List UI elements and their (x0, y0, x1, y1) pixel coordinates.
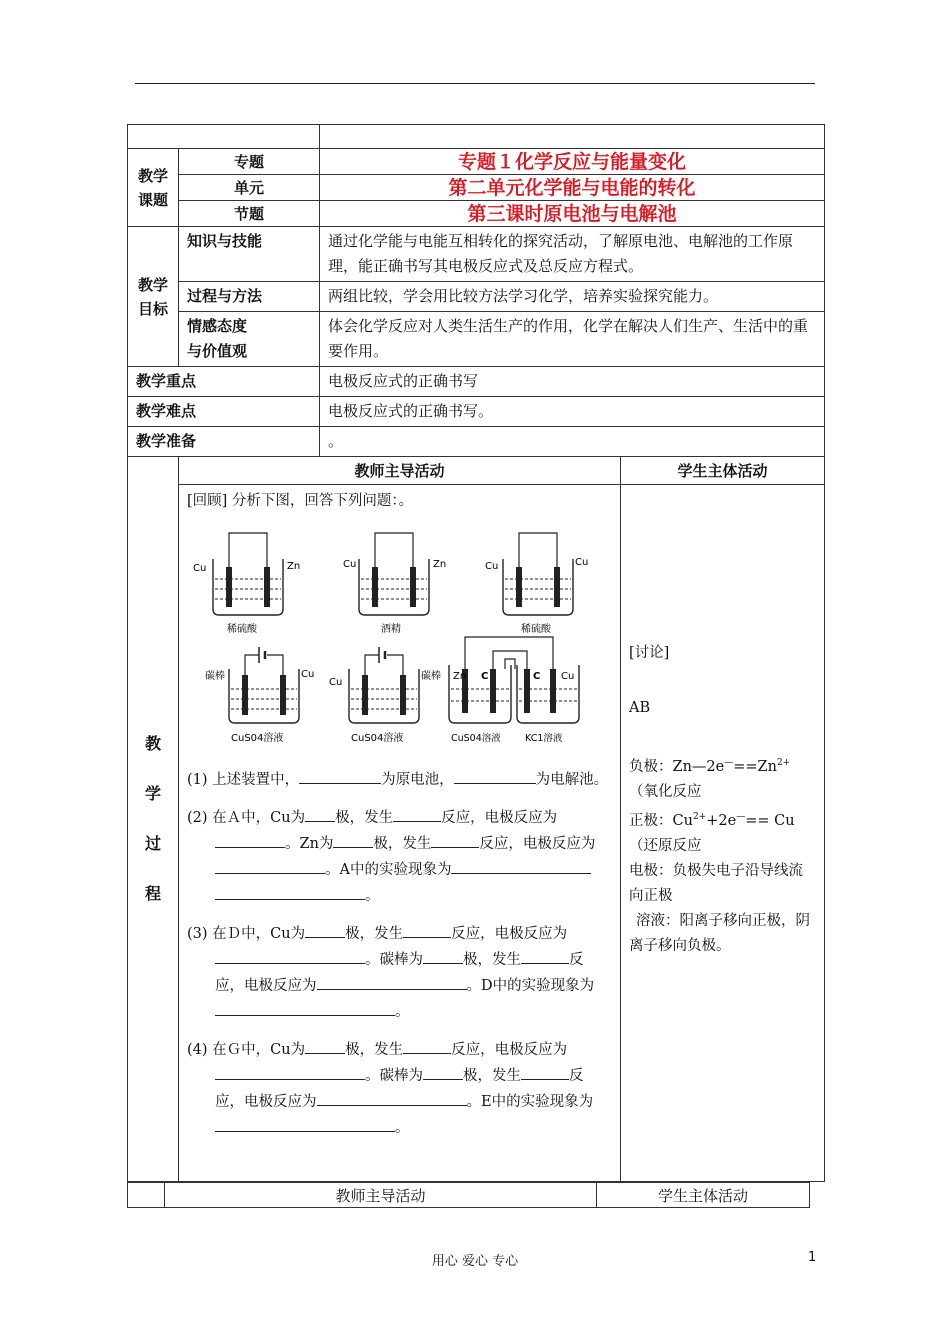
label-d-solution: CuS04溶液 (231, 733, 284, 744)
answer-blank[interactable] (393, 805, 441, 822)
question-text: 反应，电极反应为 (215, 952, 584, 994)
prep-text: 。 (320, 427, 825, 457)
label-a-left: Cu (193, 563, 207, 574)
process-text: 两组比较，学会用比较方法学习化学，培养实验探究能力。 (320, 282, 825, 312)
apparatus-c (485, 533, 588, 635)
question-text: 反应，电极反应为 (451, 1042, 568, 1058)
unit-value: 第二单元化学能与电能的转化 (320, 175, 825, 201)
question-text: 。Zn为 (285, 836, 334, 852)
positive-text: == Cu（还原反应 (629, 812, 795, 854)
label-b-right: Zn (433, 559, 447, 570)
answer-blank[interactable] (333, 831, 373, 848)
superscript: — (724, 758, 734, 768)
question-text: 反应，电极反应为 (215, 1068, 584, 1110)
table-row (128, 457, 825, 485)
label-c-solution: 稀硫酸 (521, 624, 551, 635)
label-f-c2: C (533, 671, 541, 682)
empty-cell (128, 125, 320, 149)
answer-blank[interactable] (305, 805, 335, 822)
page-number: 1 (808, 1250, 817, 1265)
question-text: 。 (395, 1120, 410, 1136)
answer-blank[interactable] (403, 921, 451, 938)
answer-blank[interactable] (423, 947, 463, 964)
label-f-solution1: CuS04溶液 (451, 733, 501, 744)
question-1 (187, 767, 612, 793)
knowledge-text: 通过化学能与电能互相转化的探究活动，了解原电池、电解池的工作原理，能正确书写其电极反应式及总反应方程式。 (320, 227, 825, 282)
answer-blank[interactable] (521, 947, 569, 964)
section-label: 节题 (179, 201, 320, 227)
table-row (128, 367, 825, 397)
question-text: (2) 在Ａ中，Cu为 (187, 810, 306, 826)
superscript: 2+ (776, 758, 791, 768)
answer-blank[interactable] (454, 767, 536, 784)
header-rule (135, 83, 815, 84)
continuation-table (127, 1182, 810, 1208)
attitude-label-1: 情感态度 (187, 317, 248, 335)
question-text: 。 (395, 1004, 410, 1020)
topic-value: 专题１化学反应与能量变化 (320, 149, 825, 175)
topic-label: 专题 (179, 149, 320, 175)
answer-blank[interactable] (423, 1063, 463, 1080)
question-text: 。A中的实验现象为 (325, 862, 452, 878)
answer-blank[interactable] (215, 947, 365, 964)
superscript: 2+ (692, 811, 707, 822)
label-b-left: Cu (343, 559, 357, 570)
table-row (128, 1183, 810, 1208)
question-text: 极，发生 (345, 926, 404, 942)
table-row (128, 175, 825, 201)
question-2 (187, 805, 612, 909)
answer-blank[interactable] (215, 999, 395, 1016)
question-text: 反应，电极反应为 (451, 926, 568, 942)
question-text: 为原电池， (381, 772, 454, 788)
apparatus-a (193, 533, 300, 635)
superscript: — (736, 811, 746, 822)
question-text: 极，发生 (345, 1042, 404, 1058)
topic-group-label: 教学 课题 (128, 149, 179, 227)
knowledge-label: 知识与技能 (179, 227, 320, 282)
question-text: 反应，电极反应为 (479, 836, 596, 852)
question-text: 为电解池。 (535, 772, 609, 788)
attitude-text: 体会化学反应对人类生活生产的作用，化学在解决人们生产、生活中的重要作用。 (320, 312, 825, 367)
apparatus-b (343, 533, 446, 635)
answer-ab: AB (629, 700, 651, 716)
empty-cell (320, 125, 825, 149)
answer-blank[interactable] (299, 767, 381, 784)
attitude-label (179, 312, 320, 367)
label-c-right: Cu (575, 557, 589, 568)
question-text: 。 (365, 888, 380, 904)
difficulty-text: 电极反应式的正确书写。 (320, 397, 825, 427)
question-text: 极，发生 (335, 810, 394, 826)
process-group-label (128, 457, 179, 1182)
teacher-activity-header: 教师主导活动 (179, 457, 621, 485)
discuss-label: [讨论] (629, 645, 670, 661)
table-row (128, 427, 825, 457)
apparatus-f (449, 637, 579, 744)
table-row (128, 227, 825, 282)
process-char: 学 (144, 784, 161, 803)
solution-flow: 溶液：阳离子移向正极，阴离子移向负极。 (629, 912, 810, 954)
apparatus-d (205, 647, 314, 744)
table-row (128, 125, 825, 149)
answer-blank[interactable] (521, 1063, 569, 1080)
student-activity-header: 学生主体活动 (621, 457, 825, 485)
positive-electrode (629, 805, 816, 859)
label-f-solution2: KC1溶液 (525, 733, 563, 744)
question-text: 。碳棒为 (365, 952, 423, 968)
process-char: 过 (144, 834, 161, 853)
answer-blank[interactable] (215, 1115, 395, 1132)
student-activity-header-2: 学生主体活动 (597, 1183, 810, 1208)
answer-blank[interactable] (215, 883, 365, 900)
question-text: 反应，电极反应为 (441, 810, 558, 826)
negative-text: 负极：Zn—2e (629, 758, 725, 775)
negative-text: （氧化反应 (629, 783, 702, 800)
table-row (128, 397, 825, 427)
process-char: 教 (144, 734, 161, 753)
label-e-solution: CuS04溶液 (351, 733, 404, 744)
positive-text: 正极：Cu (629, 812, 693, 829)
answer-blank[interactable] (317, 1089, 467, 1106)
question-text: (1) 上述装置中， (187, 772, 300, 788)
student-activity-cell (621, 485, 825, 1182)
attitude-label-2: 与价值观 (187, 342, 248, 360)
negative-text: ==Zn (733, 758, 777, 775)
unit-label: 单元 (179, 175, 320, 201)
answer-blank[interactable] (215, 857, 325, 874)
label-f-cu: Cu (561, 671, 575, 682)
question-text: 。碳棒为 (365, 1068, 423, 1084)
table-row (128, 312, 825, 367)
goals-group-label: 教学 目标 (128, 227, 179, 367)
question-3 (187, 921, 612, 1025)
question-4 (187, 1037, 612, 1141)
teacher-activity-header-2: 教师主导活动 (165, 1183, 597, 1208)
label-a-right: Zn (287, 561, 301, 572)
label-b-solution: 酒精 (381, 624, 401, 635)
electrode-flow: 电极：负极失电子沿导线流向正极 (629, 862, 803, 904)
focus-text: 电极反应式的正确书写 (320, 367, 825, 397)
table-row (128, 149, 825, 175)
table-row (128, 485, 825, 1182)
focus-label: 教学重点 (128, 367, 320, 397)
apparatus-e (329, 647, 441, 744)
question-text: 极，发生 (463, 1068, 521, 1084)
answer-blank[interactable] (431, 831, 479, 848)
answer-blank[interactable] (451, 857, 591, 874)
electrochemistry-diagrams (187, 519, 612, 749)
negative-electrode (629, 751, 816, 805)
label-a-solution: 稀硫酸 (227, 624, 257, 635)
process-label: 过程与方法 (179, 282, 320, 312)
table-row (128, 201, 825, 227)
label-c-left: Cu (485, 561, 499, 572)
label-d-right: Cu (301, 669, 315, 680)
process-char: 程 (144, 884, 161, 903)
answer-blank[interactable] (305, 921, 345, 938)
label-f-zn: Zn (453, 671, 467, 682)
question-text: 。D中的实验现象为 (466, 978, 595, 994)
footer-text: 用心 爱心 专心 (431, 1254, 519, 1269)
question-text: (4) 在Ｇ中，Cu为 (187, 1042, 306, 1058)
lesson-plan-table (127, 124, 825, 1182)
answer-blank[interactable] (317, 973, 467, 990)
label-d-left: 碳棒 (205, 671, 225, 682)
teacher-activity-cell (179, 485, 621, 1182)
table-row (128, 282, 825, 312)
difficulty-label: 教学难点 (128, 397, 320, 427)
label-e-left: Cu (329, 677, 343, 688)
label-f-c1: C (481, 671, 489, 682)
answer-blank[interactable] (215, 1063, 365, 1080)
review-text: [回顾] 分析下图，回答下列问题：。 (187, 493, 414, 509)
empty-cell (128, 1183, 165, 1208)
answer-blank[interactable] (305, 1037, 345, 1054)
answer-blank[interactable] (403, 1037, 451, 1054)
question-text: (3) 在Ｄ中，Cu为 (187, 926, 306, 942)
section-value: 第三课时原电池与电解池 (320, 201, 825, 227)
positive-text: +2e (706, 812, 737, 829)
question-text: 。E中的实验现象为 (466, 1094, 594, 1110)
question-text: 极，发生 (463, 952, 521, 968)
label-e-right: 碳棒 (421, 671, 441, 682)
question-text: 极，发生 (373, 836, 432, 852)
answer-blank[interactable] (215, 831, 285, 848)
prep-label: 教学准备 (128, 427, 320, 457)
